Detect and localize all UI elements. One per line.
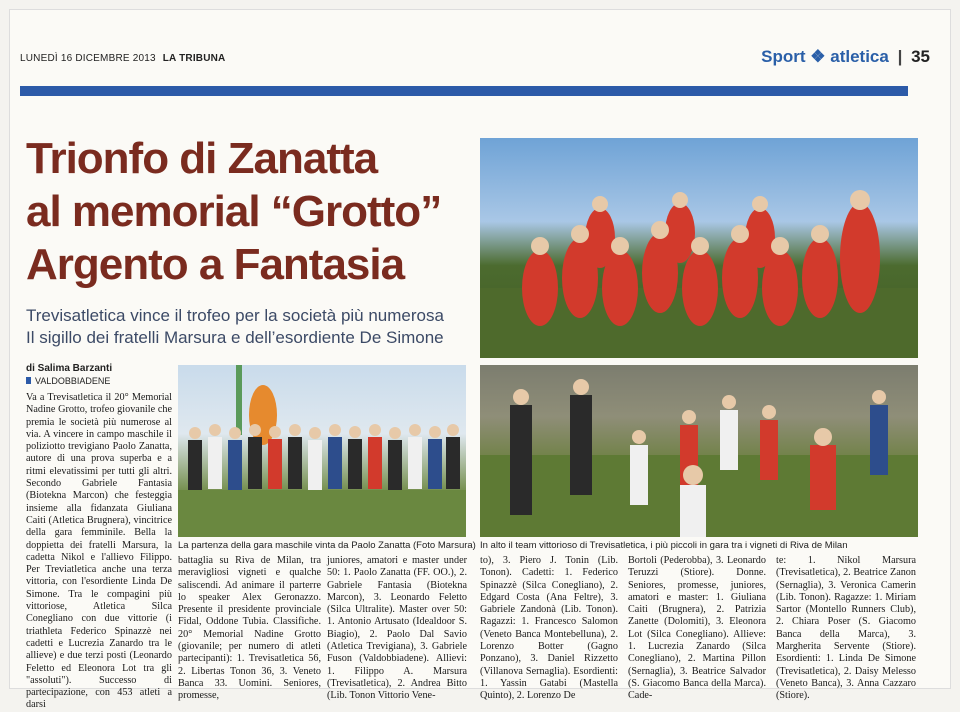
- byline: di Salima Barzanti: [26, 363, 113, 374]
- children-race-graphic: [480, 365, 918, 537]
- date: LUNEDÌ 16 DICEMBRE 2013: [20, 53, 156, 64]
- race-start-caption-text: La partenza della gara maschile vinta da Paolo Zanatta: [178, 540, 411, 551]
- newspaper-name: LA TRIBUNA: [162, 53, 226, 64]
- headline-line3: Argento a Fantasia: [26, 240, 405, 289]
- article-column-2: battaglia su Riva de Milan, tra meravigliosi vigneti e qualche saliscendi. Ad animare il parterre lo speaker Alex Geronazzo. Presente il presidente provinciale Fidal, Oddone Tubia. Classifiche. 20° Memorial Nadine Grotto (giovanile; per numero di atleti partecipanti): 1. Trevisatletica 56, 2. Libertas Tonon 36, 3. Veneto Banca 33. Uomini. Seniores, promesse,: [178, 555, 321, 702]
- header-rule: [20, 86, 908, 96]
- children-race-photo: [480, 365, 918, 537]
- article-column-3: juniores, amatori e master under 50: 1. Paolo Zanatta (FF. OO.), 2. Gabriele Fantasia (Biotekna Marcon), 3. Leonardo Feletto (Silca Ultralite). Master over 50: 1. Antonio Artusato (Idealdoor S. Biagio), 2. Paolo Dal Savio (Atletica Trevigiana), 3. Gabriele Fuson (Valdobbiadene). Allievi: 1. Filippo A. Marsura (Trevisatletica), 2. Andrea Bitto (Lib. Tonon Vittorio Vene-: [327, 555, 467, 702]
- section-header: [761, 47, 930, 67]
- race-start-caption: [178, 540, 476, 551]
- race-start-photo: [178, 365, 466, 537]
- newspaper-page: [10, 10, 950, 711]
- team-photo: [480, 138, 918, 358]
- headline-line1: Trionfo di Zanatta: [26, 134, 378, 183]
- article-column-6: te: 1. Nikol Marsura (Trevisatletica), 2. Beatrice Zanon (Sernaglia), 3. Veronica Camerin (Lib. Tonon). Ragazze: 1. Miriam Sartor (Montello Runners Club), 2. Chiara Poser (S. Giacomo Banca della Marca), 3. Margherita Servente (Stiore). Esordienti: 1. Linda De Simone (Trevisatletica), 2. Daisy Melesso (Veneto Banca), 3. Anna Cazzaro (Stiore).: [776, 555, 916, 702]
- article-column-1: Va a Trevisatletica il 20° Memorial Nadine Grotto, trofeo giovanile che premia le società più numerose al via. A vincere in campo maschile il poliziotto trevigiano Paolo Zanatta, autore di una prova superba e a ritmi elevatissimi per tutti gli altri. Secondo Gabriele Fantasia (Biotekna Marcon) che festeggia insieme alla fidanzata Giuliana Caiti (Atletica Brugnera), vincitrice della gara femminile. Bella la doppietta dei fratelli Marsura, la cadetta Nikol e l'allievo Filippo. Per Treviatletica anche una terza vittoria, con l'esordiente Linda De Simone. Tra le compagini più vittoriose, Atletica Silca Conegliano con due vittorie (i triathleta Federico Spinazzè nei cadetti e Lucrezia Zanardo tra le allieve) e due terzi posti (Leonardo Feletto ed Eleonora Lot tra gli "assoluti"). Successo di partecipazione, con 453 atleti a darsi: [26, 392, 172, 711]
- article-column-5: Bortoli (Pederobba), 3. Leonardo Teruzzi (Stiore). Donne. Seniores, promesse, juniores, amatori e master: 1. Giuliana Caiti (Brugnera), 2. Patrizia Zanette (Dolomiti), 3. Eleonora Lot (Silca Conegliano). Allieve: 1. Lucrezia Zanardo (Silca Conegliano), 2. Martina Pillon (Sernaglia), 3. Beatrice Salvador (S. Giacomo Banca della Marca). Cade-: [628, 555, 766, 702]
- race-start-graphic: [178, 365, 466, 537]
- header-left: [20, 53, 225, 64]
- subheadline: [26, 305, 476, 349]
- section-label: Sport: [761, 47, 806, 66]
- subsection-label: atletica: [830, 47, 889, 66]
- page-number: 35: [911, 47, 930, 66]
- photo-credit: (Foto Marsura): [413, 540, 476, 551]
- subheadline-line2: Il sigillo dei fratelli Marsura e dell’esordiente De Simone: [26, 328, 444, 347]
- headline: [26, 132, 476, 291]
- headline-line2: al memorial “Grotto”: [26, 187, 442, 236]
- dateline-location: VALDOBBIADENE: [26, 376, 110, 386]
- subheadline-line1: Trevisatletica vince il trofeo per la società più numerosa: [26, 306, 444, 325]
- article-column-4: to), 3. Piero J. Tonin (Lib. Tonon). Cadetti: 1. Federico Spinazzè (Silca Conegliano), 2. Edgard Costa (Ana Feltre), 3. Gabriele Zandonà (Lib. Tonon). Ragazzi: 1. Francesco Salomon (Veneto Banca Montebelluna), 2. Lorenzo Botter (Gagno Ponzano), 3. Daniel Rizzetto (Villanova Sernaglia). Esordienti: 1. Yassin Gatabi (Mastella Quinto), 2. Lorenzo De: [480, 555, 618, 702]
- diamond-icon: ❖: [810, 47, 826, 66]
- team-photo-graphic: [480, 138, 918, 358]
- team-caption: In alto il team vittorioso di Trevisatletica, i più piccoli in gara tra i vigneti di Riva de Milan: [480, 540, 848, 551]
- separator: |: [897, 47, 903, 66]
